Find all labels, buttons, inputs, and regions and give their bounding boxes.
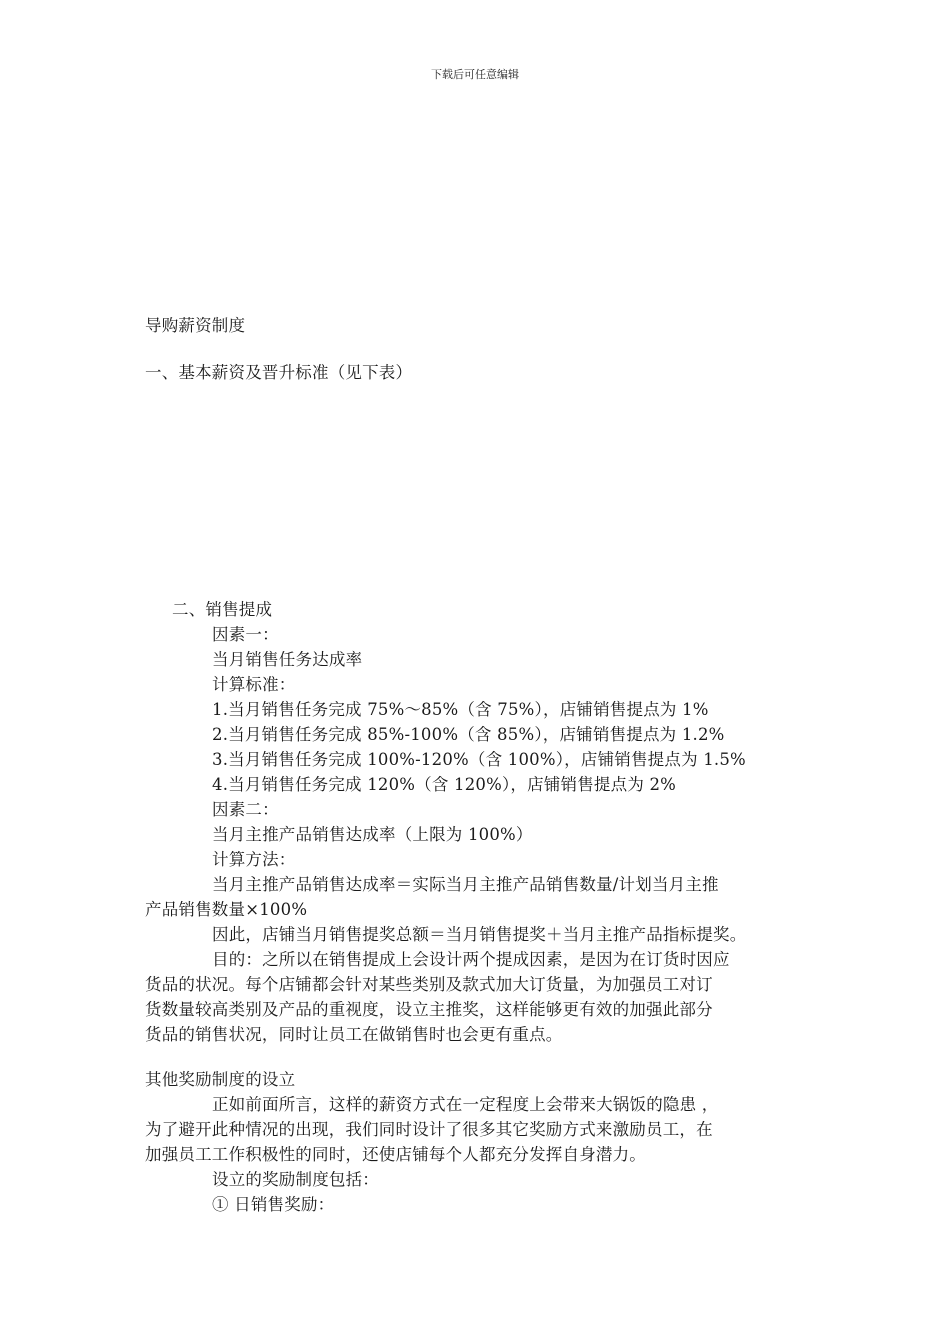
paragraph-line: 正如前面所言，这样的薪资方式在一定程度上会带来大锅饭的隐患 ， — [212, 1095, 719, 1114]
purpose-line: 目的：之所以在销售提成上会设计两个提成因素，是因为在订货时因应 — [212, 950, 730, 969]
factor-two-label: 因素二： — [212, 800, 279, 819]
section-heading-sales-commission: 二、销售提成 — [172, 600, 273, 619]
formula-line: 当月主推产品销售达成率＝实际当月主推产品销售数量/计划当月主推 — [212, 875, 719, 894]
factor-one-name: 当月销售任务达成率 — [212, 650, 363, 669]
commission-item: 3.当月销售任务完成 100%-120%（含 100%），店铺销售提点为 1.5% — [212, 750, 746, 769]
reward-item: ① 日销售奖励： — [212, 1195, 335, 1214]
paragraph-line: 加强员工工作积极性的同时，还使店铺每个人都充分发挥自身潜力。 — [145, 1145, 646, 1164]
reward-includes-label: 设立的奖励制度包括： — [212, 1170, 379, 1189]
purpose-line: 货数量较高类别及产品的重视度，设立主推奖，这样能够更有效的加强此部分 — [145, 1000, 713, 1019]
section-heading-other-rewards: 其他奖励制度的设立 — [145, 1070, 296, 1089]
purpose-line: 货品的销售状况，同时让员工在做销售时也会更有重点。 — [145, 1025, 563, 1044]
commission-item: 1.当月销售任务完成 75%～85%（含 75%），店铺销售提点为 1% — [212, 700, 709, 719]
purpose-line: 货品的状况。每个店铺都会针对某些类别及款式加大订货量，为加强员工对订 — [145, 975, 713, 994]
calc-method-label: 计算方法： — [212, 850, 296, 869]
document-title: 导购薪资制度 — [145, 316, 246, 335]
total-commission-line: 因此，店铺当月销售提奖总额＝当月销售提奖＋当月主推产品指标提奖。 — [212, 925, 747, 944]
factor-two-name: 当月主推产品销售达成率（上限为 100%） — [212, 825, 533, 844]
section-heading-basic-salary: 一、基本薪资及晋升标准（见下表） — [145, 363, 413, 382]
calc-standard-label: 计算标准： — [212, 675, 296, 694]
page-header-note: 下载后可任意编辑 — [431, 68, 519, 81]
factor-one-label: 因素一： — [212, 625, 279, 644]
formula-line: 产品销售数量×100% — [145, 900, 308, 919]
paragraph-line: 为了避开此种情况的出现，我们同时设计了很多其它奖励方式来激励员工，在 — [145, 1120, 713, 1139]
commission-item: 4.当月销售任务完成 120%（含 120%），店铺销售提点为 2% — [212, 775, 677, 794]
commission-item: 2.当月销售任务完成 85%-100%（含 85%），店铺销售提点为 1.2% — [212, 725, 725, 744]
